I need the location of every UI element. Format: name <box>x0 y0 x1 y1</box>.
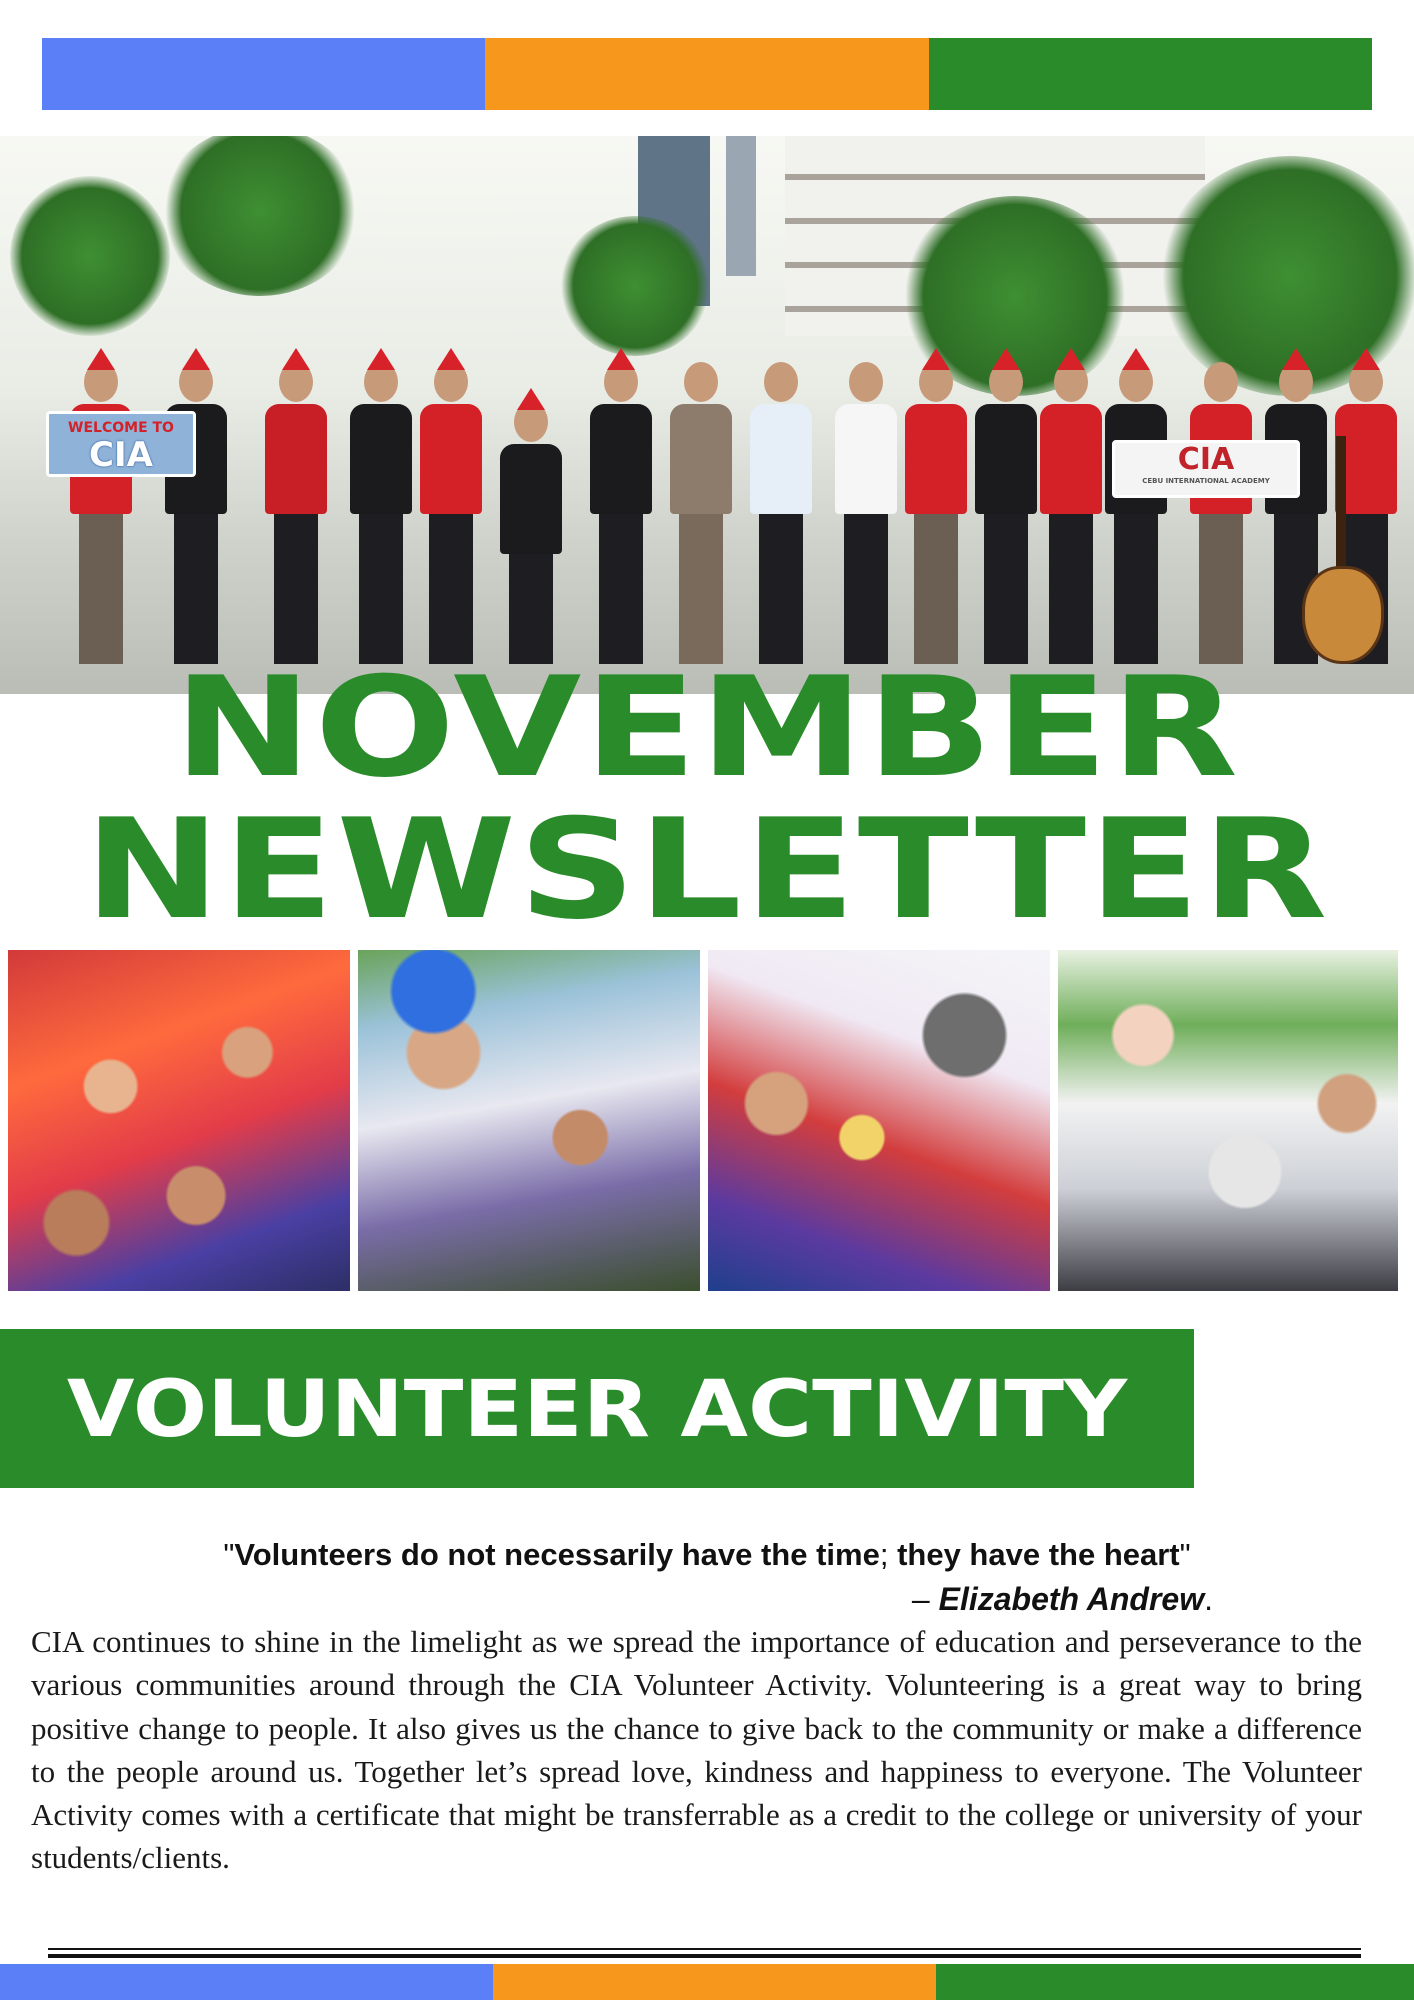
quote-part-2: they have the heart <box>897 1537 1180 1572</box>
quote-separator: ; <box>879 1537 898 1572</box>
stripe-blue <box>0 1964 493 2000</box>
quote-attribution <box>30 1580 1213 1618</box>
staff-member <box>835 362 897 664</box>
bottom-color-stripe <box>0 1964 1414 2000</box>
welcome-sign-big-text: CIA <box>89 435 153 475</box>
staff-member <box>70 362 132 664</box>
staff-member <box>750 362 812 664</box>
background-tower-2 <box>726 136 756 276</box>
staff-member <box>590 362 652 664</box>
body-paragraph: CIA continues to shine in the limelight as we spread the importance of education and perseverance to the various communities around through the CIA Volunteer Activity. Volunteering is a great way to bring positive change to people. It also gives us the chance to give back to the community or make a difference to the people around us. Together let’s spread love, kindness and happiness to everyone. The Volunteer Activity comes with a certificate that might be transferrable as a credit to the college or university of your students/clients. <box>31 1624 1362 1876</box>
staff-member <box>670 362 732 664</box>
stripe-blue <box>42 38 485 110</box>
divider-thick <box>48 1954 1361 1958</box>
quote-open-mark: " <box>223 1537 235 1572</box>
quote-close-mark: " <box>1179 1537 1191 1572</box>
staff-member <box>1040 362 1102 664</box>
staff-member <box>265 362 327 664</box>
section-heading: VOLUNTEER ACTIVITY <box>66 1365 1128 1455</box>
quote-author: Elizabeth Andrew <box>938 1581 1205 1617</box>
staff-member <box>1190 362 1252 664</box>
newsletter-title-month: NOVEMBER <box>173 647 1241 808</box>
attribution-period: . <box>1204 1581 1213 1617</box>
stripe-orange <box>493 1964 936 2000</box>
volunteer-photo-children-group <box>8 950 350 1291</box>
palm-tree <box>560 216 710 356</box>
divider-thin <box>48 1948 1361 1950</box>
top-color-stripe <box>42 38 1372 110</box>
staff-member <box>420 362 482 664</box>
section-banner <box>0 1329 1194 1488</box>
palm-tree <box>10 176 170 336</box>
newsletter-title: NEWSLETTER <box>84 789 1330 950</box>
hero-group-photo <box>0 136 1414 694</box>
stripe-green <box>929 38 1372 110</box>
cia-banner-sign <box>1112 440 1300 498</box>
staff-member <box>165 362 227 664</box>
welcome-to-cia-sign <box>46 411 196 477</box>
cia-sign-text: CIA <box>1177 442 1235 477</box>
welcome-sign-small-text: WELCOME TO <box>68 420 174 436</box>
palm-tree <box>160 136 360 296</box>
cia-sign-subtext: CEBU INTERNATIONAL ACADEMY <box>1142 477 1270 485</box>
staff-member <box>975 362 1037 664</box>
volunteer-photo-students-table <box>1058 950 1398 1291</box>
stripe-green <box>936 1964 1414 2000</box>
guitar-neck <box>1336 436 1346 576</box>
volunteer-photo-giving-snacks <box>358 950 700 1291</box>
quote-line <box>30 1536 1384 1574</box>
quote-part-1: Volunteers do not necessarily have the time <box>234 1537 880 1572</box>
volunteer-photo-serving-food <box>708 950 1050 1291</box>
stripe-orange <box>485 38 928 110</box>
staff-member <box>500 402 562 664</box>
attribution-dash: – <box>911 1581 939 1617</box>
staff-member <box>1105 362 1167 664</box>
staff-member <box>905 362 967 664</box>
staff-member <box>350 362 412 664</box>
